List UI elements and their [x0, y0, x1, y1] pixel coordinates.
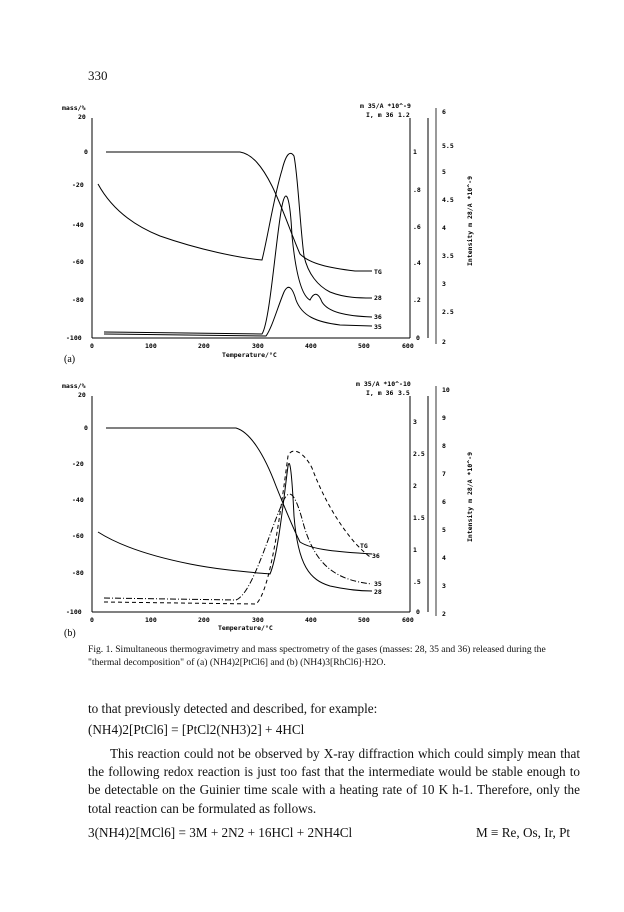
fig-a-rt5: 3.5 [442, 252, 454, 260]
fig-b-xt2: 200 [198, 616, 210, 624]
equation-2 [88, 825, 588, 841]
fig-a-mt1: 1 [413, 148, 417, 156]
fig-b-mt5: 1 [413, 546, 417, 554]
fig-b-mt3: 2 [413, 482, 417, 490]
fig-b-rt6: 4 [442, 554, 446, 562]
fig-a-lbl-35: 35 [374, 323, 382, 331]
fig-a-28-curve [98, 153, 372, 298]
body-paragraph-text: This reaction could not be observed by X-ray diffraction which could simply mean that the following redox reaction is just too fast that the intermediate would be stable enough to be detectable on the Guinier time scale with a heating rate of 10 K h-1. Therefore, only the total reaction can be formulated as follows. [88, 746, 580, 816]
fig-b-rt2: 8 [442, 442, 446, 450]
fig-b-lt2: -20 [72, 460, 84, 468]
body-paragraph [88, 745, 580, 818]
fig-a-lbl-36: 36 [374, 313, 382, 321]
fig-a-rt3: 4.5 [442, 196, 454, 204]
fig-b-xt3: 300 [252, 616, 264, 624]
fig-b-mt0: 3.5 [398, 389, 410, 397]
fig-b-lt5: -80 [72, 569, 84, 577]
fig-b-xt5: 500 [358, 616, 370, 624]
fig-a-xt0: 0 [90, 342, 94, 350]
fig-b-lt6: -100 [66, 608, 82, 616]
fig-a-xt3: 300 [252, 342, 264, 350]
fig-a-right-axis [436, 108, 474, 346]
fig-b-35-curve [104, 451, 372, 604]
fig-a-left-unit: mass/% [62, 104, 86, 112]
fig-a-lt3: -40 [72, 221, 84, 229]
fig-a-rt0: 6 [442, 108, 446, 116]
fig-b-mt2: 2.5 [413, 450, 425, 458]
figure-caption: Fig. 1. Simultaneous thermogravimetry and mass spectrometry of the gases (masses: 28, 35 and 36) released during the "thermal decomposition" of (a) (NH4)2[PtCl6] and (b) (NH4)3[RhCl6]·H2O. [88, 644, 546, 668]
fig-a-lt2: -20 [72, 181, 84, 189]
fig-a-rt6: 3 [442, 280, 446, 288]
fig-b-mt7: 0 [416, 608, 420, 616]
fig-b-xt4: 400 [305, 616, 317, 624]
fig-b-lbl-35: 35 [374, 580, 382, 588]
fig-a-xt1: 100 [145, 342, 157, 350]
fig-b-lt4: -60 [72, 532, 84, 540]
fig-b-lt1: 0 [84, 424, 88, 432]
fig-b-mid-header: m 35/A *10^-10 [356, 380, 411, 388]
fig-a-tg-curve [106, 152, 372, 271]
fig-b-left-unit: mass/% [62, 382, 86, 390]
fig-a-rt4: 4 [442, 224, 446, 232]
fig-a-rt8: 2 [442, 338, 446, 346]
fig-a-xt6: 600 [402, 342, 414, 350]
fig-a-mid-header: m 35/A *10^-9 [360, 102, 411, 110]
fig-a-lt6: -100 [66, 334, 82, 342]
fig-a-right-label: Intensity m 28/A *10^-9 [466, 175, 474, 266]
page-number: 330 [88, 68, 108, 83]
fig-b-mt1: 3 [413, 418, 417, 426]
fig-a-mt3: .6 [413, 223, 421, 231]
figure-a [0, 96, 624, 368]
equation-2-metals: M ≡ Re, Os, Ir, Pt [476, 825, 571, 840]
fig-a-mt6: 0 [416, 334, 420, 342]
fig-a-mid-header2: I, m 36 [366, 111, 394, 119]
fig-a-mt4: .4 [413, 259, 421, 267]
fig-a-36-curve [104, 196, 372, 334]
fig-b-xt1: 100 [145, 616, 157, 624]
fig-a-mid-ticks [398, 111, 421, 342]
fig-b-right-label: Intensity m 28/A *10^-9 [466, 451, 474, 542]
fig-a-rt1: 5.5 [442, 142, 454, 150]
fig-b-lbl-tg: TG [360, 542, 368, 550]
fig-a-lbl-tg: TG [374, 268, 382, 276]
fig-b-curves [98, 428, 372, 604]
text-line-1: to that previously detected and described, for example: [88, 701, 378, 716]
figure-b [0, 376, 624, 640]
fig-b-mid-header2: I, m 36 [366, 389, 394, 397]
fig-a-lt0: 20 [78, 113, 86, 121]
fig-b-lt0: 20 [78, 391, 86, 399]
equation-1: (NH4)2[PtCl6] = [PtCl2(NH3)2] + 4HCl [88, 722, 305, 737]
fig-a-lt5: -80 [72, 296, 84, 304]
fig-b-lbl-36: 36 [372, 552, 380, 560]
fig-b-curve-labels [360, 542, 382, 596]
fig-a-35-curve [104, 287, 372, 336]
fig-a-xt4: 400 [305, 342, 317, 350]
fig-a-lbl-28: 28 [374, 294, 382, 302]
fig-b-mid-ticks [398, 389, 425, 616]
fig-a-mt5: .2 [413, 296, 421, 304]
fig-a-lt1: 0 [84, 148, 88, 156]
fig-a-curves [98, 152, 372, 336]
fig-b-rt3: 7 [442, 470, 446, 478]
fig-b-left-ticks [66, 391, 88, 616]
fig-b-x-label: Temperature/°C [218, 624, 273, 632]
fig-b-right-axis [436, 386, 474, 618]
fig-a-rt2: 5 [442, 168, 446, 176]
fig-b-xt0: 0 [90, 616, 94, 624]
fig-b-rt5: 5 [442, 526, 446, 534]
fig-b-rt7: 3 [442, 582, 446, 590]
fig-a-left-ticks [66, 113, 88, 342]
fig-b-rt8: 2 [442, 610, 446, 618]
fig-b-mt4: 1.5 [413, 514, 425, 522]
fig-a-x-label: Temperature/°C [222, 351, 277, 359]
fig-a-panel-label: (a) [64, 354, 76, 365]
fig-a-curve-labels [374, 268, 382, 331]
fig-a-lt4: -60 [72, 258, 84, 266]
fig-a-x-ticks [90, 342, 414, 350]
fig-b-x-ticks [90, 616, 414, 624]
fig-b-rt1: 9 [442, 414, 446, 422]
fig-a-xt5: 500 [358, 342, 370, 350]
fig-b-rt0: 10 [442, 386, 450, 394]
fig-b-mt6: .5 [413, 578, 421, 586]
fig-b-36-curve [104, 494, 372, 600]
fig-b-panel-label: (b) [64, 628, 76, 639]
fig-b-28-curve [98, 463, 372, 591]
fig-a-rt7: 2.5 [442, 308, 454, 316]
fig-b-xt6: 600 [402, 616, 414, 624]
equation-2-formula: 3(NH4)2[MCl6] = 3M + 2N2 + 16HCl + 2NH4Cl [88, 825, 353, 840]
fig-b-rt4: 6 [442, 498, 446, 506]
fig-b-lt3: -40 [72, 496, 84, 504]
fig-b-tg-curve [106, 428, 372, 554]
fig-a-xt2: 200 [198, 342, 210, 350]
fig-b-lbl-28: 28 [374, 588, 382, 596]
fig-a-mt2: .8 [413, 186, 421, 194]
fig-a-mt0: 1.2 [398, 111, 410, 119]
